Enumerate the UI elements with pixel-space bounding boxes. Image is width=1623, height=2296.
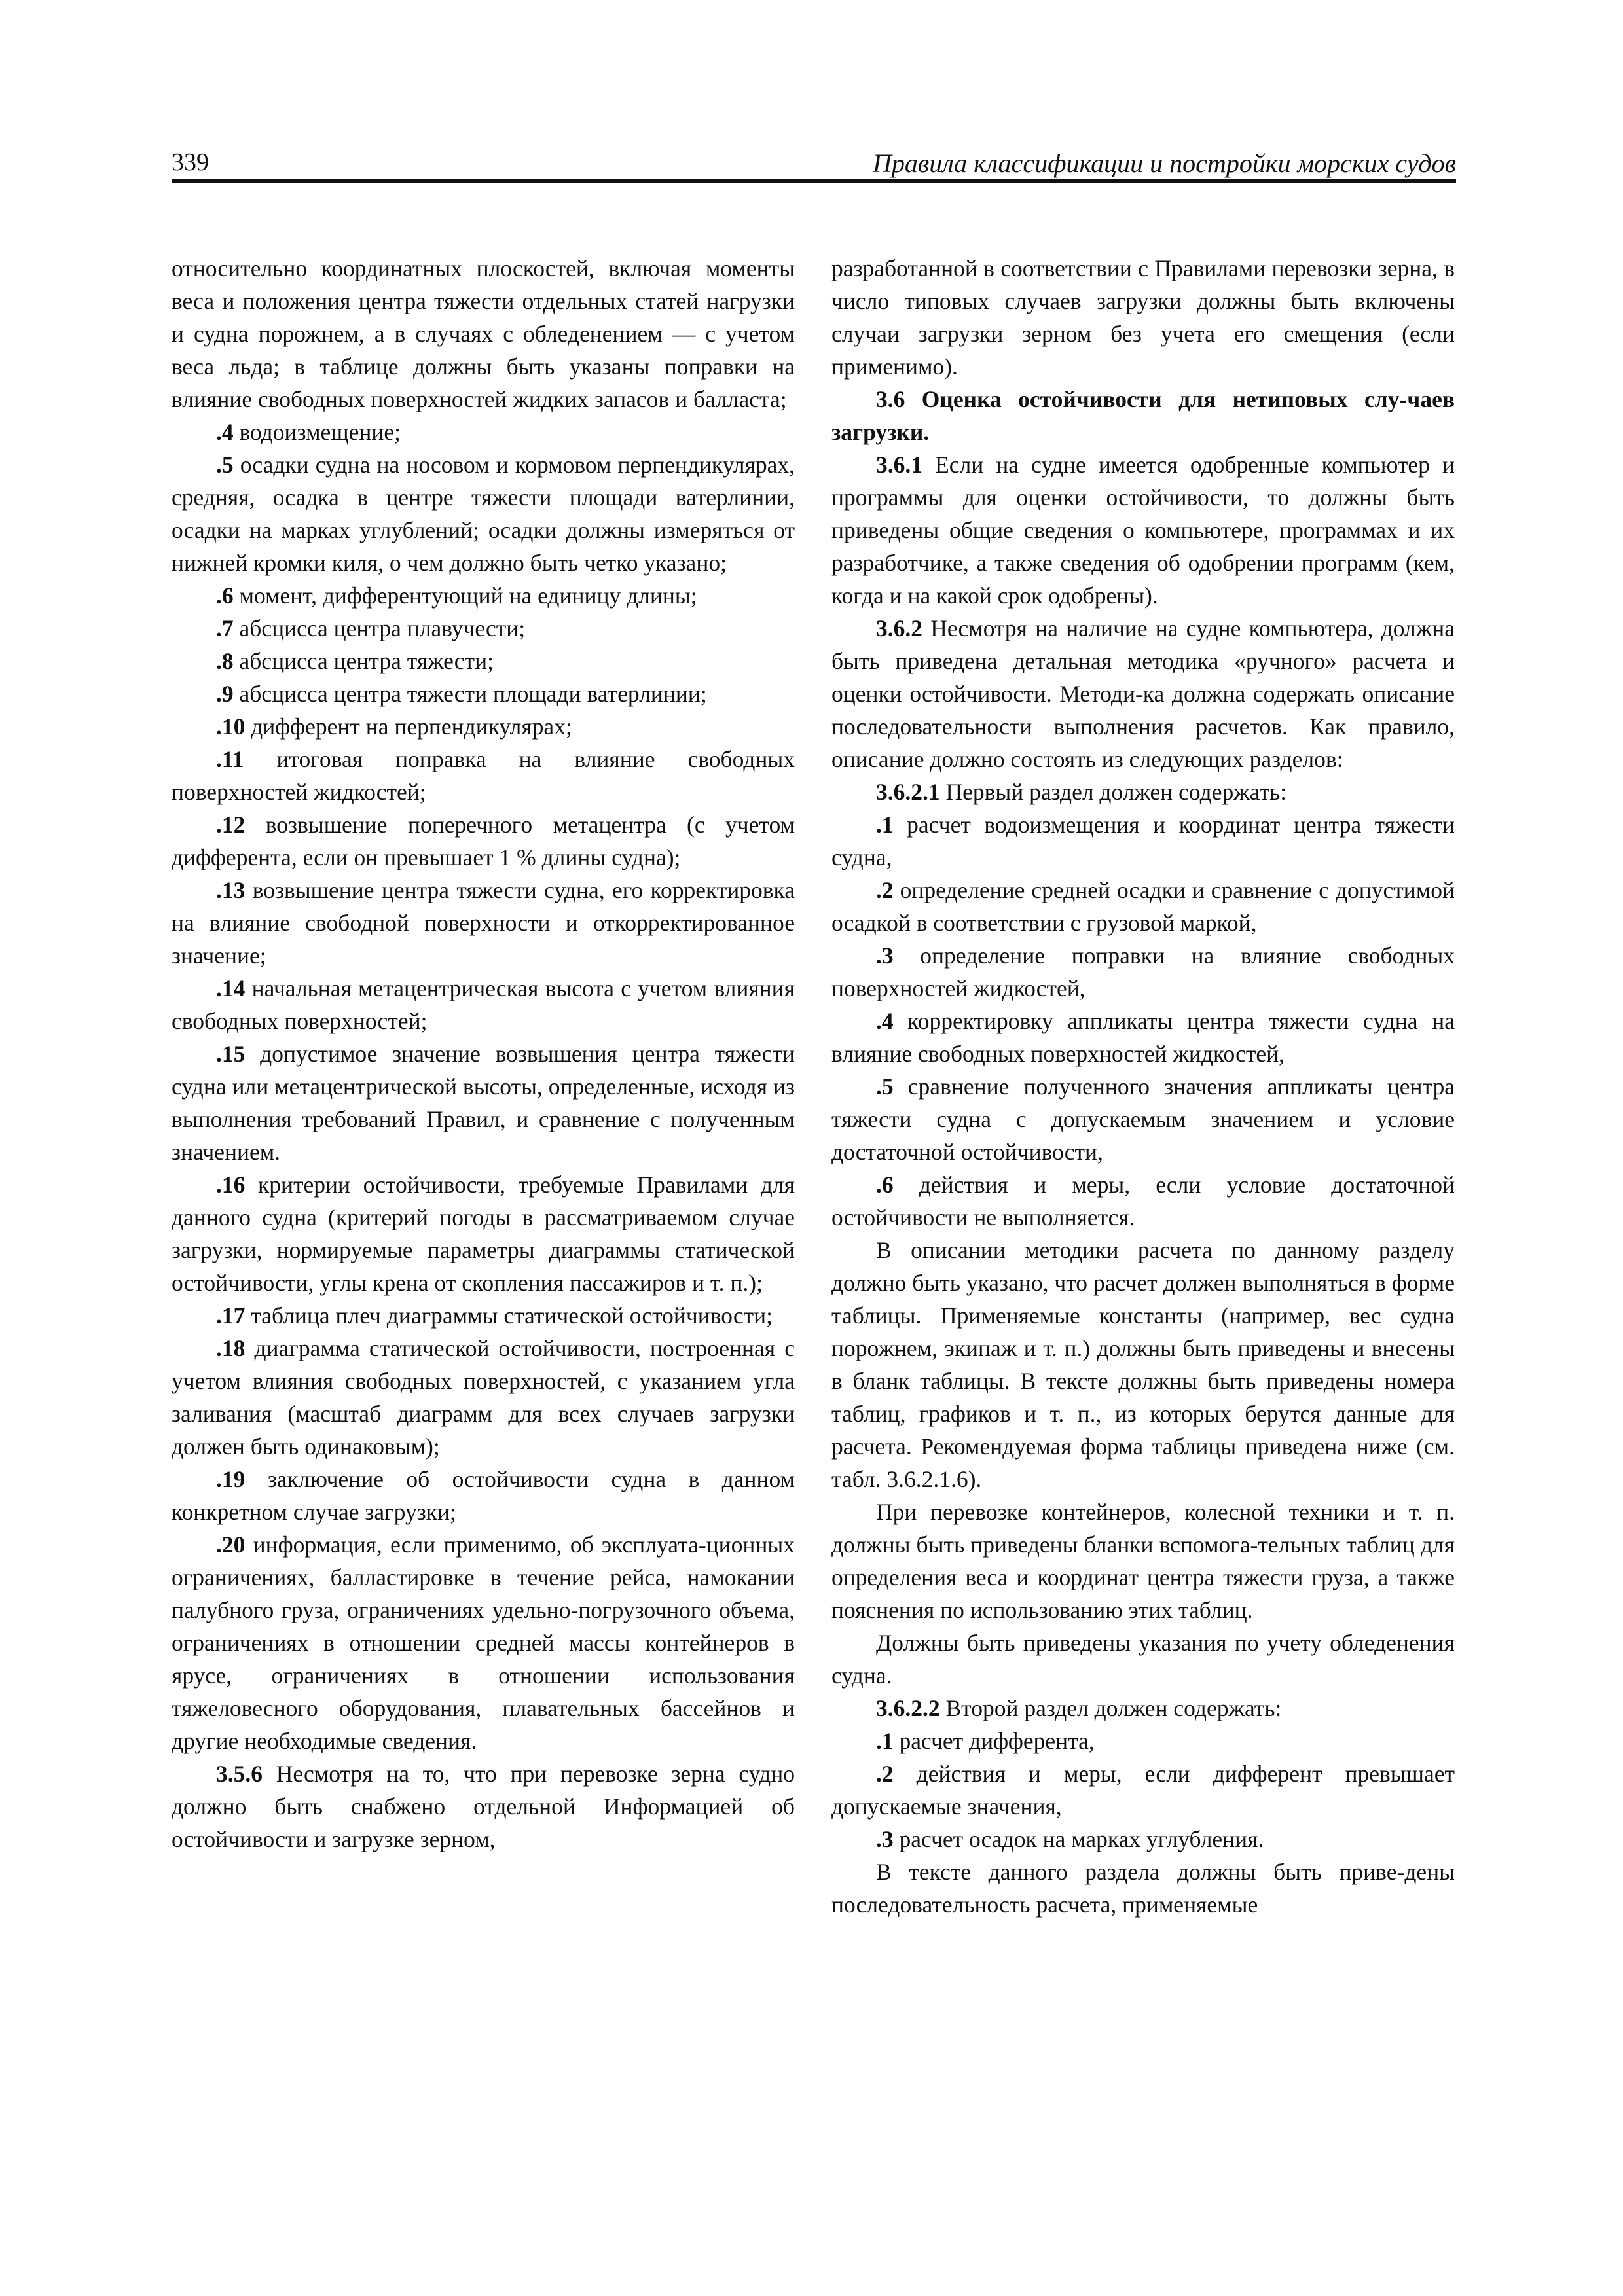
- paragraph-continuation: разработанной в соответствии с Правилами перевозки зерна, в число типовых случаев загрузки должны быть включены случаи загрузки зерном без учета его смещения (если применимо).: [831, 255, 1455, 380]
- list-item-number: .20: [216, 1532, 246, 1558]
- list-item-number: .10: [216, 713, 246, 740]
- section-heading-3-6: 3.6 Оценка остойчивости для нетиповых слу-чаев загрузки.: [831, 386, 1455, 445]
- list-item: [831, 1005, 1455, 1070]
- list-item-number: .11: [216, 746, 244, 772]
- list-item-number: .3: [876, 942, 894, 969]
- list-item: [172, 1037, 795, 1168]
- paragraph-3-6-2-2: [831, 1692, 1455, 1725]
- list-item-number: .5: [216, 452, 234, 478]
- list-item-text: информация, если применимо, об эксплуата-ционных ограничениях, балластировке в течение рейса, намокании палубного груза, ограничениях удельно-погрузочного объема, ограничениях в отношении средней массы контейнеров в ярусе, ограничениях в отношении использования тяжеловесного оборудования, плавательных бассейнов и другие необходимые сведения.: [172, 1532, 795, 1754]
- list-item-text: заключение об остойчивости судна в данном конкретном случае загрузки;: [172, 1466, 795, 1525]
- list-item-text: расчет осадок на марках углубления.: [893, 1826, 1264, 1852]
- list-item-text: действия и меры, если дифферент превышает допускаемые значения,: [831, 1761, 1455, 1820]
- list-item-number: .19: [216, 1466, 246, 1492]
- page-number: 339: [172, 149, 209, 176]
- list-item-text: расчет водоизмещения и координат центра тяжести судна,: [831, 812, 1455, 870]
- list-item-text: начальная метацентрическая высота с учетом влияния свободных поверхностей;: [172, 975, 795, 1034]
- list-item: [831, 1725, 1455, 1757]
- section-number: 3.6.2.1: [876, 779, 940, 805]
- list-item-number: .8: [216, 648, 234, 674]
- list-item-text: абсцисса центра плавучести;: [233, 615, 526, 641]
- list-item-number: .5: [876, 1073, 894, 1100]
- list-item: [831, 1070, 1455, 1168]
- list-item: [831, 1757, 1455, 1823]
- list-item-number: .12: [216, 812, 246, 838]
- paragraph-3-6-2: [831, 612, 1455, 776]
- list-item-text: определение средней осадки и сравнение с допустимой осадкой в соответствии с грузовой маркой,: [831, 877, 1455, 936]
- paragraph-text: Если на судне имеется одобренные компьютер и программы для оценки остойчивости, то должны быть приведены общие сведения о компьютере, программах и их разработчике, а также сведения об одобрении программ (кем, когда и на какой срок одобрены).: [831, 452, 1455, 609]
- list-item: [172, 1332, 795, 1463]
- list-item-number: .7: [216, 615, 234, 641]
- list-item: [172, 612, 795, 645]
- list-item-text: возвышение поперечного метацентра (с учетом дифферента, если он превышает 1 % длины судна);: [172, 812, 795, 870]
- paragraph-text: Первый раздел должен содержать:: [939, 779, 1287, 805]
- section-number: 3.5.6: [216, 1761, 263, 1787]
- paragraph-containers: При перевозке контейнеров, колесной техники и т. п. должны быть приведены бланки вспомога-тельных таблиц для определения веса и координат центра тяжести груза, а также пояснения по использованию этих таблиц.: [831, 1499, 1455, 1623]
- list-item-text: диаграмма статической остойчивости, построенная с учетом влияния свободных поверхностей, с указанием угла заливания (масштаб диаграмм для всех случаев загрузки должен быть одинаковым);: [172, 1335, 795, 1460]
- list-item-text: дифферент на перпендикулярах;: [245, 713, 572, 740]
- list-item: [172, 448, 795, 579]
- list-item-text: расчет дифферента,: [893, 1728, 1095, 1754]
- list-item-text: возвышение центра тяжести судна, его корректировка на влияние свободной поверхности и откорректированное значение;: [172, 877, 795, 969]
- running-title: Правила классификации и постройки морских судов: [872, 149, 1456, 178]
- list-item: [172, 579, 795, 612]
- list-item: [172, 808, 795, 874]
- list-item: [172, 972, 795, 1037]
- list-item-text: осадки судна на носовом и кормовом перпендикулярах, средняя, осадка в центре тяжести площади ватерлинии, осадки на марках углублений; осадки должны измеряться от нижней кромки киля, о чем должно быть четко указано;: [172, 452, 795, 576]
- left-column: [172, 252, 795, 1856]
- paragraph-text: Второй раздел должен содержать:: [939, 1695, 1282, 1721]
- list-item: [172, 677, 795, 710]
- list-item: [831, 808, 1455, 874]
- paragraph-icing: Должны быть приведены указания по учету обледенения судна.: [831, 1630, 1455, 1689]
- list-item-number: .4: [216, 419, 234, 445]
- list-item-text: абсцисса центра тяжести;: [233, 648, 494, 674]
- paragraph-continuation: относительно координатных плоскостей, включая моменты веса и положения центра тяжести отдельных статей нагрузки и судна порожнем, а в случаях с обледенением — с учетом веса льда; в таблице должны быть указаны поправки на влияние свободных поверхностей жидких запасов и балласта;: [172, 255, 795, 412]
- list-item: [831, 874, 1455, 939]
- list-item-number: .14: [216, 975, 246, 1001]
- paragraph-3-6-1: [831, 448, 1455, 612]
- list-item-text: критерии остойчивости, требуемые Правилами для данного судна (критерий погоды в рассматриваемом случае загрузки, нормируемые параметры диаграммы статической остойчивости, углы крена от скопления пассажиров и т. п.);: [172, 1172, 795, 1296]
- list-item: [172, 710, 795, 743]
- list-item-number: .9: [216, 681, 234, 707]
- list-item-text: водоизмещение;: [233, 419, 401, 445]
- list-item-number: .4: [876, 1008, 894, 1034]
- list-item-text: сравнение полученного значения аппликаты центра тяжести судна с допускаемым значением и условие достаточной остойчивости,: [831, 1073, 1455, 1165]
- list-item-number: .16: [216, 1172, 246, 1198]
- section-number: 3.6.2.2: [876, 1695, 940, 1721]
- paragraph-3-5-6: [172, 1757, 795, 1856]
- list-item-number: .15: [216, 1041, 246, 1067]
- list-item-text: допустимое значение возвышения центра тяжести судна или метацентрической высоты, определенные, исходя из выполнения требований Правил, и сравнение с полученным значением.: [172, 1041, 795, 1165]
- right-column: [831, 252, 1455, 1921]
- list-item-text: определение поправки на влияние свободных поверхностей жидкостей,: [831, 942, 1455, 1001]
- section-number: 3.6.1: [876, 452, 922, 478]
- list-item: [831, 1823, 1455, 1856]
- list-item-number: .17: [216, 1302, 246, 1329]
- list-item: [172, 1168, 795, 1299]
- paragraph-text: Несмотря на то, что при перевозке зерна судно должно быть снабжено отдельной Информацией об остойчивости и загрузке зерном,: [172, 1761, 795, 1852]
- list-item-number: .2: [876, 1761, 894, 1787]
- list-item: [172, 874, 795, 972]
- list-item-number: .13: [216, 877, 246, 903]
- list-item-number: .1: [876, 812, 894, 838]
- section-number: 3.6.2: [876, 615, 922, 641]
- list-item-number: .6: [216, 583, 234, 609]
- list-item-text: действия и меры, если условие достаточной остойчивости не выполняется.: [831, 1172, 1455, 1230]
- list-item: [172, 645, 795, 677]
- list-item-number: .2: [876, 877, 894, 903]
- paragraph-continued: В тексте данного раздела должны быть приве-дены последовательность расчета, применяемые: [831, 1859, 1455, 1918]
- list-item: [172, 743, 795, 808]
- paragraph-text: Несмотря на наличие на судне компьютера, должна быть приведена детальная методика «ручного» расчета и оценки остойчивости. Методи-ка должна содержать описание последовательности выполнения расчетов. Как правило, описание должно состоять из следующих разделов:: [831, 615, 1455, 772]
- list-item-number: .6: [876, 1172, 894, 1198]
- list-item-text: корректировку аппликаты центра тяжести судна на влияние свободных поверхностей жидкостей,: [831, 1008, 1455, 1067]
- list-item-text: момент, дифферентующий на единицу длины;: [233, 583, 697, 609]
- page-header: [172, 143, 1456, 183]
- list-item-text: таблица плеч диаграммы статической остойчивости;: [245, 1302, 773, 1329]
- paragraph-3-6-2-1: [831, 776, 1455, 808]
- list-item-text: абсцисса центра тяжести площади ватерлинии;: [233, 681, 707, 707]
- list-item: [172, 1463, 795, 1528]
- list-item: [172, 1299, 795, 1332]
- list-item: [172, 1528, 795, 1757]
- list-item-number: .1: [876, 1728, 894, 1754]
- header-divider: [172, 179, 1456, 183]
- paragraph-method-description: В описании методики расчета по данному разделу должно быть указано, что расчет должен выполняться в форме таблицы. Применяемые константы (например, вес судна порожнем, экипаж и т. п.) должны быть приведены и внесены в бланк таблицы. В тексте должны быть приведены номера таблиц, графиков и т. п., из которых берутся данные для расчета. Рекомендуемая форма таблицы приведена ниже (см. табл. 3.6.2.1.6).: [831, 1237, 1455, 1492]
- list-item-text: итоговая поправка на влияние свободных поверхностей жидкостей;: [172, 746, 795, 805]
- list-item: [831, 939, 1455, 1005]
- list-item-number: .18: [216, 1335, 246, 1361]
- list-item: [831, 1168, 1455, 1234]
- list-item: [172, 416, 795, 448]
- list-item-number: .3: [876, 1826, 894, 1852]
